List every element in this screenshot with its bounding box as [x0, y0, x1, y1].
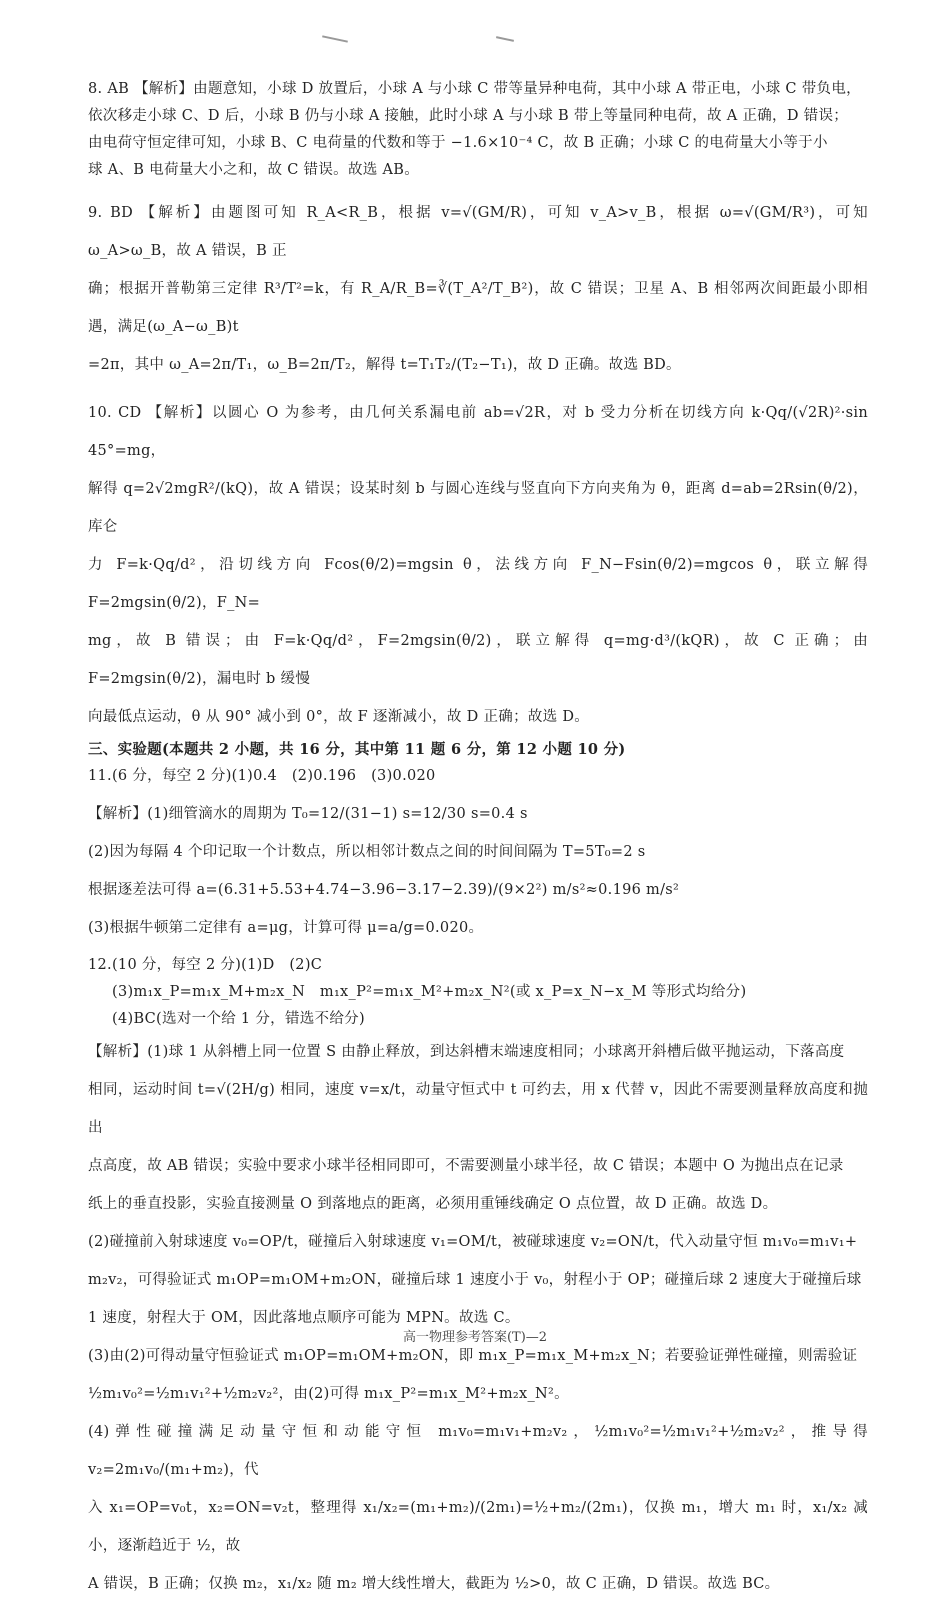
q12-part-2-line-1: (2)碰撞前入射球速度 v₀=OP/t，碰撞后入射球速度 v₁=OM/t，被碰球速度 v₂=ON/t，代入动量守恒 m₁v₀=m₁v₁+ — [88, 1234, 858, 1250]
page-footer: 高一物理参考答案(T)—2 — [402, 1330, 548, 1345]
q12-part-4-line-2: 入 x₁=OP=v₀t，x₂=ON=v₂t，整理得 x₁/x₂=(m₁+m₂)/(2m₁)=½+m₂/(2m₁)，仅换 m₁，增大 m₁ 时，x₁/x₂ 减小，逐渐趋近于 ½，故 — [88, 1500, 868, 1554]
q10-line-2: 解得 q=2√2mgR²/(kQ)，故 A 错误；设某时刻 b 与圆心连线与竖直向下方向夹角为 θ，距离 d=ab=2Rsin(θ/2)，库仑 — [88, 481, 868, 535]
scan-mark — [322, 35, 348, 42]
q8-line-2: 依次移走小球 C、D 后，小球 B 仍与小球 A 接触，此时小球 A 与小球 B 带上等量同种电荷，故 A 正确，D 错误； — [88, 108, 849, 124]
q9-line-1: 9. BD 【解析】由题图可知 R_A<R_B，根据 v=√(GM/R)，可知 v_A>v_B，根据 ω=√(GM/R³)，可知 ω_A>ω_B，故 A 错误，B 正 — [88, 205, 868, 259]
q8-line-3: 由电荷守恒定律可知，小球 B、C 电荷量的代数和等于 −1.6×10⁻⁴ C，故 B 正确；小球 C 的电荷量大小等于小 — [88, 135, 828, 151]
q12-part-1-line-4: 纸上的垂直投影，实验直接测量 O 到落地点的距离，必须用重锤线确定 O 点位置，故 D 正确。故选 D。 — [88, 1196, 778, 1212]
q12-header: 12.(10 分，每空 2 分)(1)D (2)C — [88, 957, 323, 973]
answer-q12 — [88, 952, 868, 1603]
scan-mark — [496, 36, 514, 42]
q12-answer-4: (4)BC(选对一个给 1 分，错选不给分) — [112, 1011, 365, 1027]
answer-q11 — [88, 763, 868, 947]
q11-part-2: (2)因为每隔 4 个印记取一个计数点，所以相邻计数点之间的时间间隔为 T=5T₀=2 s — [88, 844, 646, 860]
q12-part-3-line-1: (3)由(2)可得动量守恒验证式 m₁OP=m₁OM+m₂ON，即 m₁x_P=m₁x_M+m₂x_N；若要验证弹性碰撞，则需验证 — [88, 1348, 858, 1364]
answer-q9 — [88, 194, 868, 384]
q11-part-1: 【解析】(1)细管滴水的周期为 T₀=12/(31−1) s=12/30 s=0.4 s — [88, 806, 528, 822]
q12-answer-3: (3)m₁x_P=m₁x_M+m₂x_N m₁x_P²=m₁x_M²+m₂x_N²(或 x_P=x_N−x_M 等形式均给分) — [112, 984, 747, 1000]
q12-part-3-line-2: ½m₁v₀²=½m₁v₁²+½m₂v₂²，由(2)可得 m₁x_P²=m₁x_M²+m₂x_N²。 — [88, 1386, 569, 1402]
q10-line-4: mg，故 B 错误；由 F=k·Qq/d²，F=2mgsin(θ/2)，联立解得 q=mg·d³/(kQR)，故 C 正确；由 F=2mgsin(θ/2)，漏电时 b 缓慢 — [88, 633, 868, 687]
q11-header: 11.(6 分，每空 2 分)(1)0.4 (2)0.196 (3)0.020 — [88, 768, 436, 784]
q9-line-2: 确；根据开普勒第三定律 R³/T²=k，有 R_A/R_B=∛(T_A²/T_B²)，故 C 错误；卫星 A、B 相邻两次间距最小即相遇，满足(ω_A−ω_B)t — [88, 281, 868, 335]
q8-line-4: 球 A、B 电荷量大小之和，故 C 错误。故选 AB。 — [88, 162, 419, 178]
q8-line-1: 8. AB 【解析】由题意知，小球 D 放置后，小球 A 与小球 C 带等量异种电荷，其中小球 A 带正电，小球 C 带负电， — [88, 81, 861, 97]
q11-part-3: 根据逐差法可得 a=(6.31+5.53+4.74−3.96−3.17−2.39)/(9×2²) m/s²≈0.196 m/s² — [88, 882, 680, 898]
q11-part-4: (3)根据牛顿第二定律有 a=μg，计算可得 μ=a/g=0.020。 — [88, 920, 484, 936]
answer-q8 — [88, 76, 868, 184]
q10-line-1: 10. CD 【解析】以圆心 O 为参考，由几何关系漏电前 ab=√2R，对 b 受力分析在切线方向 k·Qq/(√2R)²·sin 45°=mg， — [88, 405, 868, 459]
scan-marks — [0, 38, 950, 48]
q12-part-1-line-1: 【解析】(1)球 1 从斜槽上同一位置 S 由静止释放，到达斜槽末端速度相同；小球离开斜槽后做平抛运动，下落高度 — [88, 1044, 845, 1060]
q12-part-1-line-2: 相同，运动时间 t=√(2H/g) 相同，速度 v=x/t，动量守恒式中 t 可约去，用 x 代替 v，因此不需要测量释放高度和抛出 — [88, 1082, 868, 1136]
section-3-heading: 三、实验题(本题共 2 小题，共 16 分，其中第 11 题 6 分，第 12 小题 10 分) — [88, 741, 626, 758]
q12-part-2-line-2: m₂v₂，可得验证式 m₁OP=m₁OM+m₂ON，碰撞后球 1 速度小于 v₀，射程小于 OP；碰撞后球 2 速度大于碰撞后球 — [88, 1272, 862, 1288]
q12-part-4-line-1: (4)弹性碰撞满足动量守恒和动能守恒 m₁v₀=m₁v₁+m₂v₂，½m₁v₀²=½m₁v₁²+½m₂v₂²，推导得 v₂=2m₁v₀/(m₁+m₂)，代 — [88, 1424, 868, 1478]
answer-content — [88, 76, 868, 1603]
q9-line-3: =2π，其中 ω_A=2π/T₁，ω_B=2π/T₂，解得 t=T₁T₂/(T₂−T₁)，故 D 正确。故选 BD。 — [88, 357, 681, 373]
q10-line-5: 向最低点运动，θ 从 90° 减小到 0°，故 F 逐渐减小，故 D 正确；故选 D。 — [88, 709, 590, 725]
q10-line-3: 力 F=k·Qq/d²，沿切线方向 Fcos(θ/2)=mgsin θ，法线方向 F_N−Fsin(θ/2)=mgcos θ，联立解得 F=2mgsin(θ/2)，F_N= — [88, 557, 868, 611]
q12-part-4-line-3: A 错误，B 正确；仅换 m₂，x₁/x₂ 随 m₂ 增大线性增大，截距为 ½>0，故 C 正确，D 错误。故选 BC。 — [88, 1576, 780, 1592]
answer-q10 — [88, 394, 868, 736]
q12-part-2-line-3: 1 速度，射程大于 OM，因此落地点顺序可能为 MPN。故选 C。 — [88, 1310, 520, 1326]
q12-part-1-line-3: 点高度，故 AB 错误；实验中要求小球半径相同即可，不需要测量小球半径，故 C 错误；本题中 O 为抛出点在记录 — [88, 1158, 844, 1174]
